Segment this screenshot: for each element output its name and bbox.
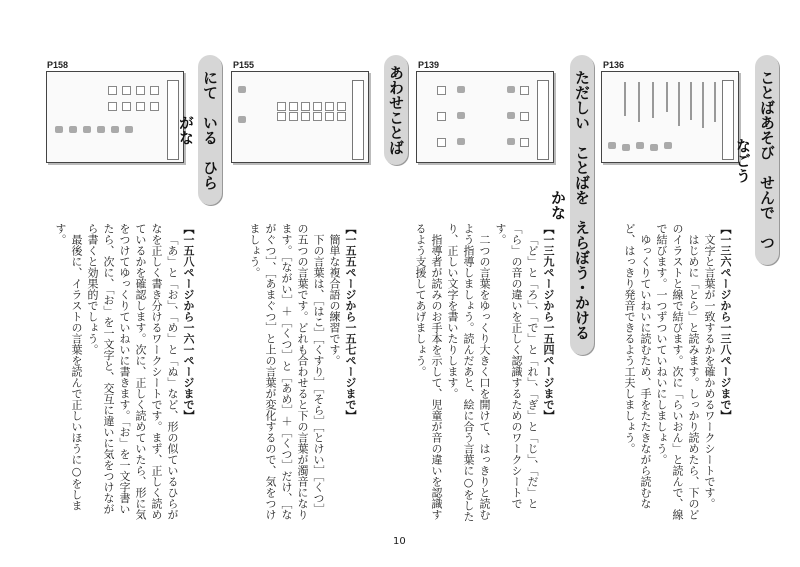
section-body — [228, 223, 358, 523]
worksheet-thumbnail — [46, 71, 184, 163]
thumb-page-label: P155 — [233, 60, 255, 70]
body-paragraph: 「あ」と「お」、「め」と「ぬ」など、形の似ているひらがなを正しく書き分けるワークシートです。まず、正しく読めているかを確認します。次に、正しく読めていたら、形に気をつけてゆっくりていねいに書きます。「お」を一文字書いたら、次に、「お」を一文字と、交互に違いに気をつけながら書くと効果的でしょう。 — [86, 223, 179, 520]
body-paragraph: 文字と言葉が一致するかを確かめるワークシートです。 — [703, 234, 716, 509]
section-title: ただしい ことばを えらぼう・かけるかな — [570, 55, 594, 355]
body-paragraph: 二つの言葉をゆっくり大きく口を開けて、はっきりと読むよう指導しましょう。読んだあと、絵に合う言葉に○をしたり、正しい文字を書いたりします。 — [446, 223, 491, 522]
section-title: あわせことば — [384, 55, 408, 165]
section-heading: 【一三九ページから一五四ページまで】 — [542, 223, 555, 421]
body-paragraph: 指導者が読みのお手本を示して、児童が音の違いを認識するよう支援してあげましょう。 — [414, 223, 443, 520]
body-paragraph: 簡単な複合語の練習です。 — [328, 234, 341, 366]
section-body — [603, 223, 733, 523]
body-paragraph: 最後に、イラストの言葉を読んで正しいほうに○をします。 — [54, 223, 83, 511]
section-heading: 【一五五ページから一五七ページまで】 — [344, 223, 357, 421]
worksheet-thumbnail — [416, 71, 554, 163]
worksheet-thumbnail — [231, 71, 369, 163]
section-body — [46, 223, 196, 523]
section-title: ことばあそび せんで つなごう — [755, 55, 779, 265]
section-body — [408, 223, 556, 523]
thumb-page-label: P158 — [47, 60, 69, 70]
section-heading: 【一三六ページから一三八ページまで】 — [719, 223, 732, 421]
worksheet-thumbnail — [601, 71, 739, 163]
thumb-page-label: P139 — [418, 60, 440, 70]
section-title: にて いる ひらがな — [198, 55, 222, 205]
section-heading: 【一五八ページから一六一ページまで】 — [182, 223, 195, 421]
body-paragraph: ゆっくりていねいに読むため、手をたたきながら読むなど、はっきり発音できるよう工夫しましょう。 — [623, 223, 652, 509]
body-paragraph: 下の言葉は、［はこ］［くすり］［そら］［とけい］［くつ］の五つの言葉です。どれも合わせると下の言葉が濁音になります。［ながい］＋［くつ］と［あめ］＋［くつ］だけ、［ながぐつ］、［あまぐつ］と上の言葉が変化するので、気をつけましょう。 — [248, 223, 325, 520]
body-paragraph: 「ど」と「ろ」、「で」と「れ」、「ぎ」と「じ」、「だ」と「ら」の音の違いを正しく認識するためのワークシートです。 — [494, 223, 539, 509]
page-number: 10 — [393, 536, 406, 547]
body-paragraph: はじめに「とら」と読みます。しっかり読めたら、下のどのイラストと線で結びます。次に「らいおん」と読んで、線で結びます。一つずついていねいにしましょう。 — [655, 223, 700, 520]
thumb-page-label: P136 — [603, 60, 625, 70]
